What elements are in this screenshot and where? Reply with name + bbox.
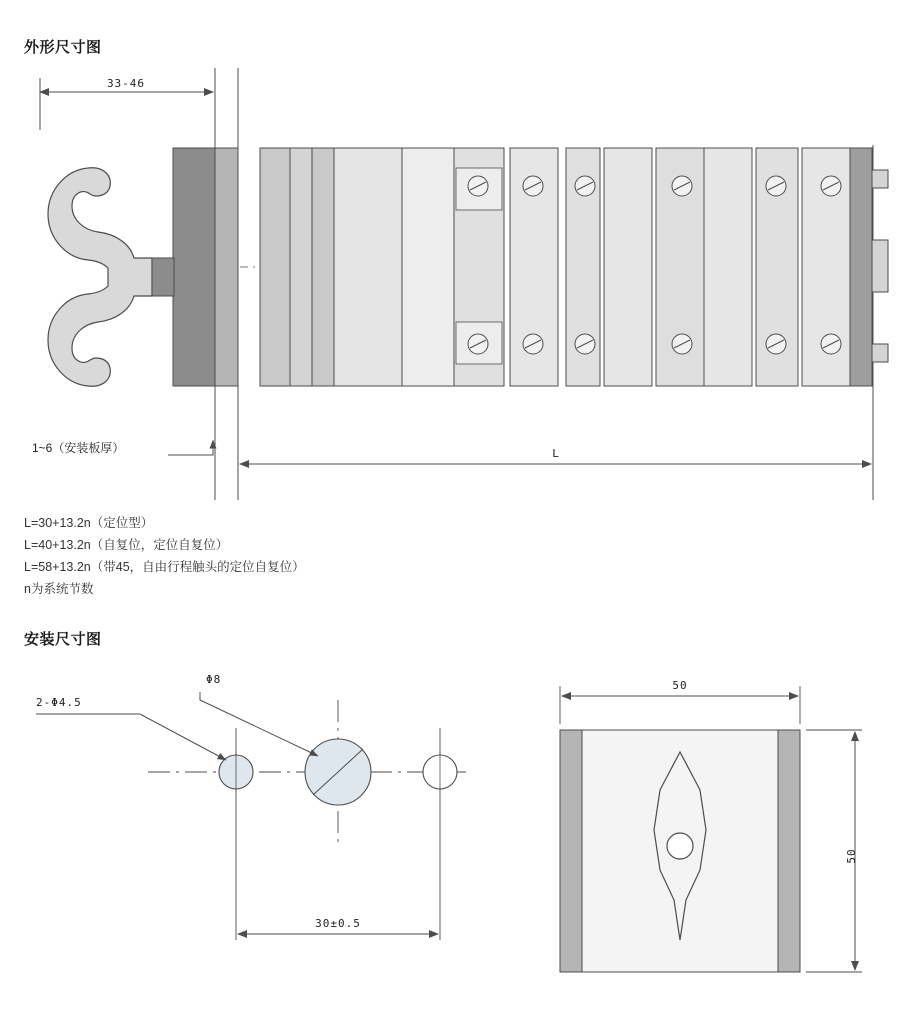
outline-drawing-group — [32, 68, 888, 500]
body-block-5 — [402, 148, 454, 386]
handle-shape — [48, 168, 152, 387]
note-line-4: n为系统节数 — [24, 582, 94, 596]
panel-thickness-leader — [168, 440, 213, 455]
side-tab-top — [872, 170, 888, 188]
center-hole-leader — [200, 692, 318, 756]
contact-module — [604, 148, 652, 386]
body-block-2 — [290, 148, 312, 386]
front-right-band — [778, 730, 800, 972]
hole-spacing-label: 30±0.5 — [315, 917, 361, 930]
handle-shaft — [152, 258, 174, 296]
small-hole-label: 2-Φ4.5 — [36, 696, 82, 709]
small-hole-leader — [36, 714, 226, 760]
knob-center-hole — [667, 833, 693, 859]
center-hole-label: Φ8 — [206, 673, 222, 686]
mounting-collar — [173, 148, 215, 386]
side-tab-middle — [872, 240, 888, 292]
note-line-3: L=58+13.2n（带45，自由行程触头的定位自复位） — [24, 560, 305, 574]
body-block-3 — [312, 148, 334, 386]
plate-height-label: 50 — [845, 848, 858, 864]
contact-module — [704, 148, 752, 386]
body-length-label: L — [552, 447, 560, 460]
front-view-group — [560, 679, 862, 972]
side-tab-bottom — [872, 344, 888, 362]
body-block-4 — [334, 148, 402, 386]
plate-width-label: 50 — [672, 679, 688, 692]
body-block-1 — [260, 148, 290, 386]
end-cap — [850, 148, 872, 386]
panel-plate — [215, 148, 238, 386]
panel-thickness-label: 1~6（安装板厚） — [32, 441, 125, 455]
outline-section-title: 外形尺寸图 — [24, 39, 102, 56]
handle-depth-label: 33-46 — [106, 77, 146, 90]
note-line-2: L=40+13.2n（自复位，定位自复位） — [24, 538, 229, 552]
mounting-hole-pattern-group — [36, 673, 470, 940]
note-line-1: L=30+13.2n（定位型） — [24, 516, 154, 530]
front-left-band — [560, 730, 582, 972]
contact-modules — [454, 148, 872, 386]
mounting-section-title: 安装尺寸图 — [24, 631, 102, 648]
